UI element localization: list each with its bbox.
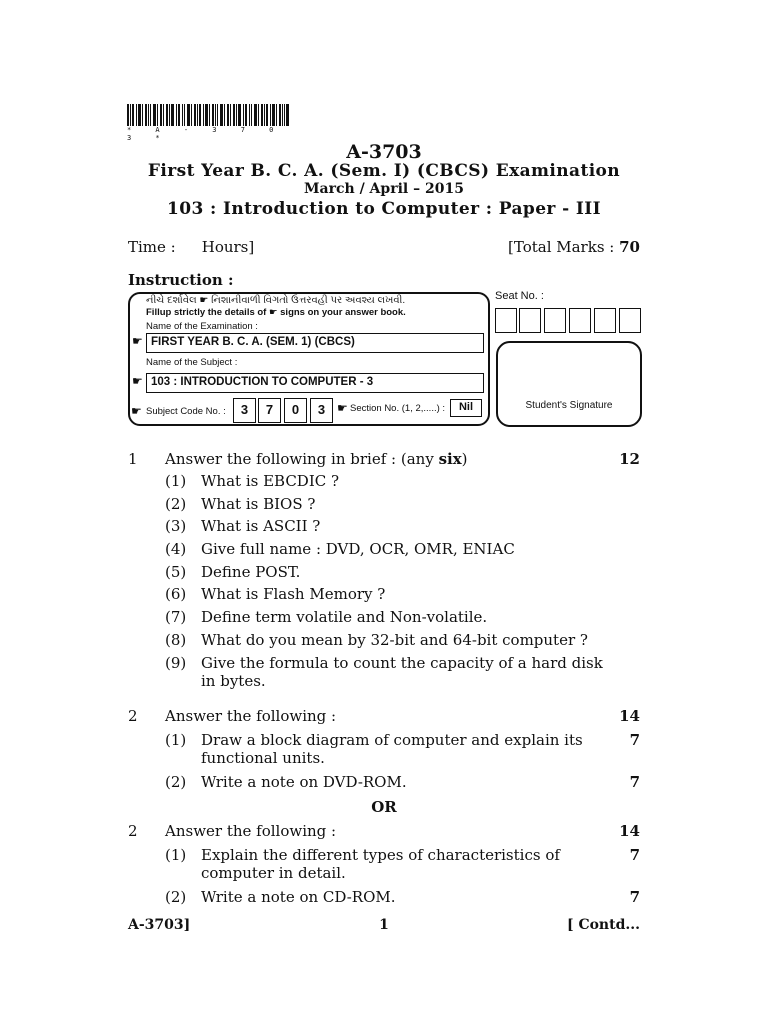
barcode-text: * A - 3 7 0 3 * (127, 126, 284, 142)
student-signature-label: Student's Signature (525, 400, 613, 411)
sub-question-marks: 7 (629, 773, 640, 791)
sub-question-number: (5) (165, 563, 187, 581)
footer-code: A-3703] (128, 917, 191, 933)
sub-question-number: (1) (165, 731, 187, 749)
gujarati-instruction: નીચે દર્શાવેલ ☛ નિશાનીવાળી વિગતો ઉત્તરવહી પર અવશ્ય લખવી. (146, 295, 406, 306)
question-text: Answer the following : (165, 822, 337, 840)
seat-number-box (519, 308, 541, 333)
time-hours: Hours] (201, 238, 255, 256)
sub-question-number: (2) (165, 888, 187, 906)
total-marks-label: [Total Marks : (508, 238, 615, 256)
sub-question-text: Give the formula to count the capacity of a hard disk in bytes. (201, 654, 603, 690)
sub-question-number: (4) (165, 540, 187, 558)
total-marks-value: 70 (619, 238, 640, 256)
sub-question-number: (1) (165, 472, 187, 490)
sub-question-number: (6) (165, 585, 187, 603)
question-text-suffix: ) (461, 450, 468, 468)
question-number: 1 (128, 450, 138, 468)
subject-name-field: 103 : INTRODUCTION TO COMPUTER - 3 (146, 373, 484, 393)
exam-title: First Year B. C. A. (Sem. I) (CBCS) Examination (147, 161, 621, 181)
footer-continued: [ Contd... (566, 917, 640, 933)
pointing-hand-icon: ☛ (337, 401, 348, 415)
exam-name-label: Name of the Examination : (146, 321, 258, 332)
subject-code-digit: 0 (284, 398, 307, 423)
or-separator: OR (371, 798, 397, 816)
seat-number-box (495, 308, 517, 333)
sub-question-text: Define term volatile and Non-volatile. (201, 608, 488, 626)
question-text-prefix: Answer the following in brief : (any (165, 450, 439, 468)
sub-question-text: What do you mean by 32-bit and 64-bit computer ? (201, 631, 588, 649)
total-marks-line (508, 238, 640, 256)
section-number-field: Nil (450, 399, 482, 417)
sub-question-marks: 7 (629, 731, 640, 749)
sub-question-text: Give full name : DVD, OCR, OMR, ENIAC (201, 540, 515, 558)
page-number: 1 (379, 917, 389, 933)
sub-question-number: (9) (165, 654, 187, 672)
sub-question-text: What is EBCDIC ? (201, 472, 340, 490)
time-label: Time : (128, 238, 176, 256)
subject-code-label: Subject Code No. : (146, 406, 226, 417)
fillup-instruction: Fillup strictly the details of ☛ signs on your answer book. (146, 307, 406, 318)
signature-box (496, 341, 642, 427)
question-marks: 14 (619, 822, 640, 840)
subject-code-digit: 3 (233, 398, 256, 423)
question-number: 2 (128, 822, 138, 840)
question-marks: 14 (619, 707, 640, 725)
seat-number-box (569, 308, 591, 333)
instruction-label: Instruction : (128, 271, 234, 289)
exam-name-field: FIRST YEAR B. C. A. (SEM. 1) (CBCS) (146, 333, 484, 353)
time-line (128, 238, 254, 256)
pointing-hand-icon: ☛ (131, 404, 142, 418)
sub-question-text: Write a note on DVD-ROM. (201, 773, 407, 791)
section-number-label: Section No. (1, 2,.....) : (350, 403, 446, 414)
sub-question-number: (3) (165, 517, 187, 535)
sub-question-number: (1) (165, 846, 187, 864)
seat-number-box (594, 308, 616, 333)
subject-code-digit: 7 (258, 398, 281, 423)
sub-question-marks: 7 (629, 846, 640, 864)
sub-question-text: Explain the different types of characteristics of computer in detail. (201, 846, 560, 882)
pointing-hand-icon: ☛ (132, 374, 143, 388)
sub-question-text: Draw a block diagram of computer and explain its functional units. (201, 731, 583, 767)
question-text-emphasis: six (438, 450, 462, 468)
seat-number-box (544, 308, 566, 333)
sub-question-text: Define POST. (201, 563, 301, 581)
barcode-image (127, 104, 289, 126)
sub-question-text: What is Flash Memory ? (201, 585, 386, 603)
sub-question-marks: 7 (629, 888, 640, 906)
sub-question-text: What is ASCII ? (201, 517, 321, 535)
question-marks: 12 (619, 450, 640, 468)
paper-code: A-3703 (346, 141, 422, 163)
seat-number-box (619, 308, 641, 333)
sub-question-number: (7) (165, 608, 187, 626)
sub-question-number: (2) (165, 773, 187, 791)
question-number: 2 (128, 707, 138, 725)
exam-date: March / April – 2015 (304, 181, 464, 197)
question-text: Answer the following : (165, 707, 337, 725)
subject-code-digit: 3 (310, 398, 333, 423)
seat-number-label: Seat No. : (495, 290, 544, 302)
question-text (165, 450, 468, 468)
pointing-hand-icon: ☛ (132, 334, 143, 348)
subject-name-label: Name of the Subject : (146, 357, 238, 368)
sub-question-text: What is BIOS ? (201, 495, 316, 513)
sub-question-number: (2) (165, 495, 187, 513)
paper-title: 103 : Introduction to Computer : Paper - III (167, 199, 601, 219)
sub-question-number: (8) (165, 631, 187, 649)
sub-question-text: Write a note on CD-ROM. (201, 888, 396, 906)
